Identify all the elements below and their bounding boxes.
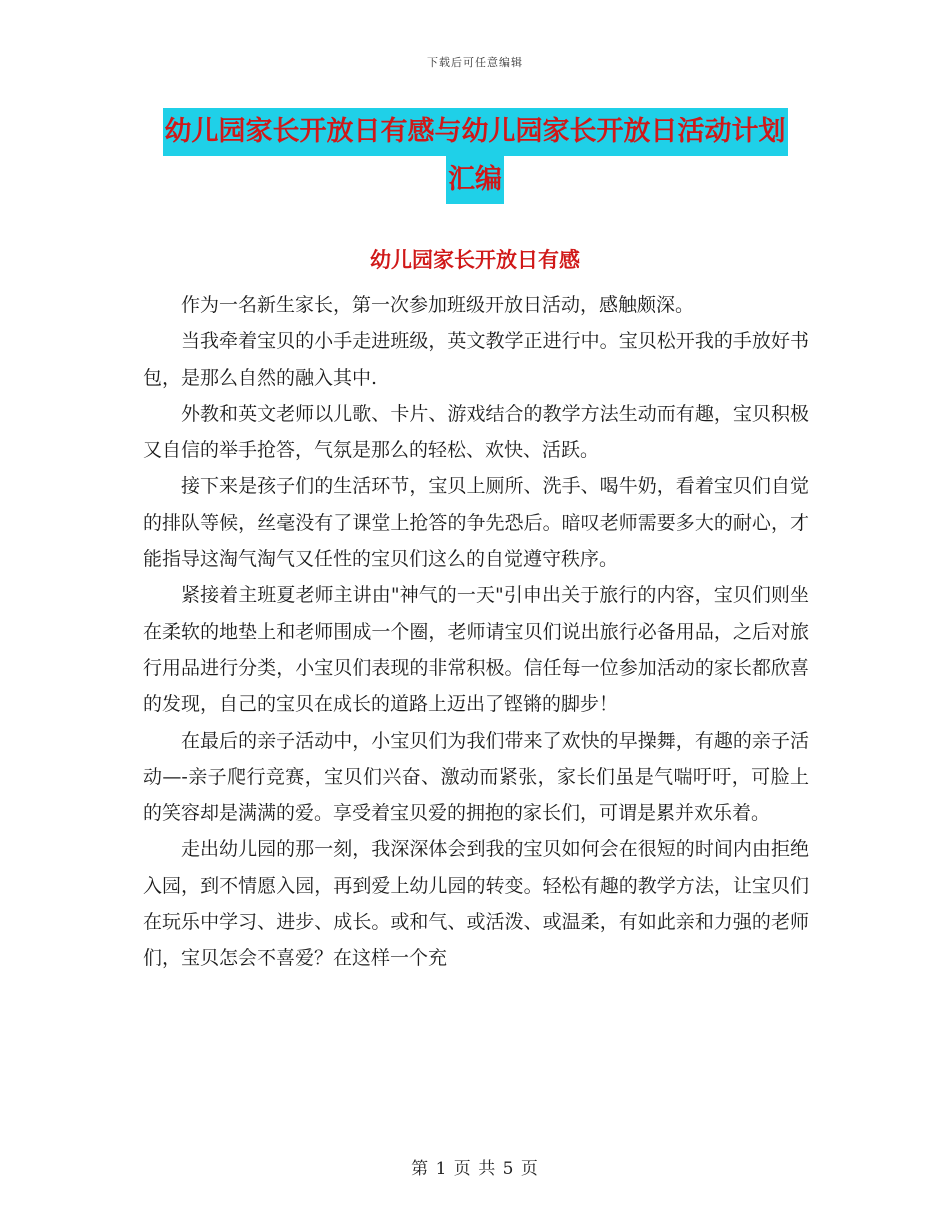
header-note: 下载后可任意编辑 — [427, 56, 523, 69]
paragraph: 走出幼儿园的那一刻，我深深体会到我的宝贝如何会在很短的时间内由拒绝入园，到不情愿入园，再到爱上幼儿园的转变。轻松有趣的教学方法，让宝贝们在玩乐中学习、进步、成长。或和气、或活泼、或温柔，有如此亲和力强的老师们，宝贝怎会不喜爱？在这样一个充 — [143, 838, 809, 970]
paragraph: 当我牵着宝贝的小手走进班级，英文教学正进行中。宝贝松开我的手放好书包，是那么自然的融入其中. — [143, 330, 809, 389]
paragraph: 接下来是孩子们的生活环节，宝贝上厕所、洗手、喝牛奶，看着宝贝们自觉的排队等候，丝毫没有了课堂上抢答的争先恐后。暗叹老师需要多大的耐心，才能指导这淘气淘气又任性的宝贝们这么的自觉遵守秩序。 — [143, 475, 809, 571]
page-number-footer: 第 1 页 共 5 页 — [411, 1159, 539, 1179]
section-heading: 幼儿园家长开放日有感 — [370, 248, 580, 272]
paragraph: 紧接着主班夏老师主讲由"神气的一天"引申出关于旅行的内容，宝贝们则坐在柔软的地垫上和老师围成一个圈，老师请宝贝们说出旅行必备用品，之后对旅行用品进行分类，小宝贝们表现的非常积极。信任每一位参加活动的家长都欣喜的发现，自己的宝贝在成长的道路上迈出了铿锵的脚步！ — [143, 584, 809, 716]
title-line-1: 幼儿园家长开放日有感与幼儿园家长开放日活动计划 — [163, 108, 788, 156]
paragraph: 作为一名新生家长，第一次参加班级开放日活动，感触颇深。 — [181, 294, 695, 316]
title-line-2: 汇编 — [446, 156, 504, 204]
paragraph: 在最后的亲子活动中，小宝贝们为我们带来了欢快的早操舞，有趣的亲子活动—-亲子爬行竞赛，宝贝们兴奋、激动而紧张，家长们虽是气喘吁吁，可脸上的笑容却是满满的爱。享受着宝贝爱的拥抱的家长们，可谓是累并欢乐着。 — [143, 729, 809, 825]
paragraph: 外教和英文老师以儿歌、卡片、游戏结合的教学方法生动而有趣，宝贝积极又自信的举手抢答，气氛是那么的轻松、欢快、活跃。 — [143, 402, 809, 462]
document-title — [140, 108, 810, 204]
body-text — [143, 287, 809, 977]
